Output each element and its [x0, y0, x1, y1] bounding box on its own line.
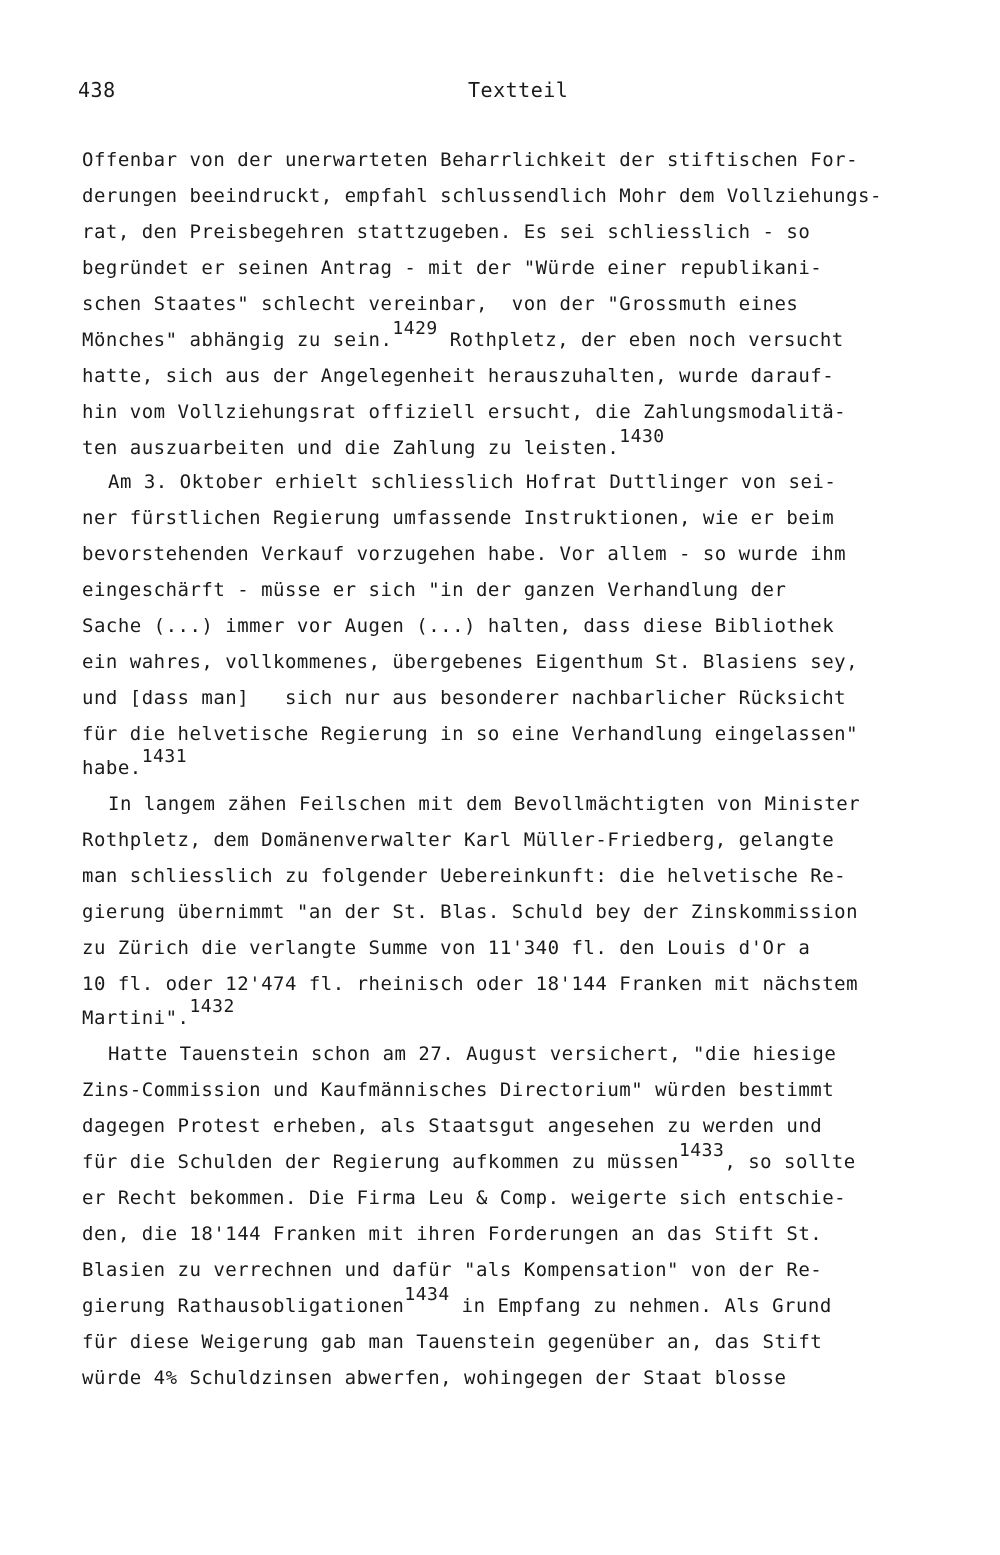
footnote-reference: 1432 [189, 996, 235, 1017]
line-text-continued: , so sollte [724, 1151, 856, 1173]
line-text-continued: Rothpletz, der eben noch versucht [437, 329, 844, 351]
text-line [82, 292, 798, 316]
line-text: man schliesslich zu folgender Uebereinkunft: die helvetische Re- [82, 865, 847, 887]
text-line [82, 400, 846, 424]
line-text: habe. [82, 757, 142, 779]
line-text: würde 4% Schuldzinsen abwerfen, wohingegen der Staat blosse [82, 1367, 787, 1389]
line-text: ein wahres, vollkommenes, übergebenes Eigenthum St. Blasiens sey, [82, 651, 859, 673]
text-line [82, 1330, 822, 1354]
line-text: hin vom Vollziehungsrat offiziell ersucht, die Zahlungsmodalitä- [82, 401, 847, 423]
text-line [82, 426, 665, 460]
text-line [82, 148, 858, 172]
line-text: für die Schulden der Regierung aufkommen zu müssen [82, 1151, 679, 1173]
line-text: und [dass man] sich nur aus besonderer nachbarlicher Rücksicht [82, 687, 847, 709]
line-text: gierung Rathausobligationen [82, 1295, 405, 1317]
line-text: den, die 18'144 Franken mit ihren Forderungen an das Stift St. [82, 1223, 823, 1245]
line-text: rat, den Preisbegehren stattzugeben. Es sei schliesslich - so [82, 221, 811, 243]
text-line [82, 828, 834, 852]
footnote-reference: 1429 [392, 318, 438, 339]
text-line [82, 650, 858, 674]
text-line [82, 614, 834, 638]
line-text: schen Staates" schlecht vereinbar, von der "Grossmuth eines [82, 293, 799, 315]
text-line [82, 220, 810, 244]
page-number: 438 [78, 78, 116, 102]
line-text: begründet er seinen Antrag - mit der "Würde einer republikani- [82, 257, 823, 279]
line-text: Sache (...) immer vor Augen (...) halten, dass diese Bibliothek [82, 615, 835, 637]
text-line [82, 864, 846, 888]
text-line [108, 470, 836, 494]
line-text: Zins-Commission und Kaufmännisches Directorium" würden bestimmt [82, 1079, 835, 1101]
line-text: ten auszuarbeiten und die Zahlung zu leisten. [82, 437, 620, 459]
text-line [82, 1078, 834, 1102]
text-line [82, 936, 810, 960]
footnote-reference: 1431 [141, 746, 188, 767]
line-text: derungen beeindruckt, empfahl schlussendlich Mohr dem Vollziehungs- [82, 185, 882, 207]
line-text: Rothpletz, dem Domänenverwalter Karl Müller-Friedberg, gelangte [82, 829, 835, 851]
text-line [82, 686, 846, 710]
text-line [82, 972, 858, 996]
text-line [82, 364, 834, 388]
running-head: Textteil [468, 78, 569, 102]
line-text: Offenbar von der unerwarteten Beharrlichkeit der stiftischen For- [82, 149, 859, 171]
line-text: Mönches" abhängig zu sein. [82, 329, 393, 351]
line-text: 10 fl. oder 12'474 fl. rheinisch oder 18'144 Franken mit nächstem [82, 973, 859, 995]
footnote-reference: 1430 [619, 426, 665, 447]
line-text: für die helvetische Regierung in so eine Verhandlung eingelassen" [82, 723, 859, 745]
text-line [108, 1042, 836, 1066]
text-line [82, 318, 844, 352]
line-text: bevorstehenden Verkauf vorzugehen habe. Vor allem - so wurde ihm [82, 543, 847, 565]
line-text: er Recht bekommen. Die Firma Leu & Comp. weigerte sich entschie- [82, 1187, 847, 1209]
text-line [82, 184, 882, 208]
line-text: In langem zähen Feilschen mit dem Bevollmächtigten von Minister [108, 793, 861, 815]
text-line [108, 792, 860, 816]
text-line [82, 542, 846, 566]
line-text-continued: in Empfang zu nehmen. Als Grund [449, 1295, 832, 1317]
line-text: Am 3. Oktober erhielt schliesslich Hofrat Duttlinger von sei- [108, 471, 837, 493]
line-text: hatte, sich aus der Angelegenheit herauszuhalten, wurde darauf- [82, 365, 835, 387]
footnote-reference: 1434 [404, 1284, 450, 1305]
line-text: zu Zürich die verlangte Summe von 11'340 fl. den Louis d'Or a [82, 937, 811, 959]
text-line [82, 722, 858, 746]
text-line [82, 1366, 786, 1390]
text-line [82, 1186, 846, 1210]
line-text: ner fürstlichen Regierung umfassende Instruktionen, wie er beim [82, 507, 835, 529]
text-line [82, 1258, 822, 1282]
line-text: Hatte Tauenstein schon am 27. August versichert, "die hiesige [108, 1043, 837, 1065]
line-text: dagegen Protest erheben, als Staatsgut angesehen zu werden und [82, 1115, 823, 1137]
text-line [82, 578, 786, 602]
text-line [82, 1284, 832, 1318]
text-line [82, 1222, 822, 1246]
footnote-reference: 1433 [678, 1140, 725, 1161]
text-line [82, 506, 834, 530]
text-line [82, 1114, 822, 1138]
line-text: Martini". [82, 1007, 190, 1029]
line-text: für diese Weigerung gab man Tauenstein gegenüber an, das Stift [82, 1331, 823, 1353]
text-line [82, 1140, 856, 1174]
text-line [82, 256, 822, 280]
text-line [82, 996, 235, 1030]
line-text: gierung übernimmt "an der St. Blas. Schuld bey der Zinskommission [82, 901, 859, 923]
line-text: Blasien zu verrechnen und dafür "als Kompensation" von der Re- [82, 1259, 823, 1281]
text-line [82, 746, 188, 780]
line-text: eingeschärft - müsse er sich "in der ganzen Verhandlung der [82, 579, 787, 601]
text-line [82, 900, 858, 924]
